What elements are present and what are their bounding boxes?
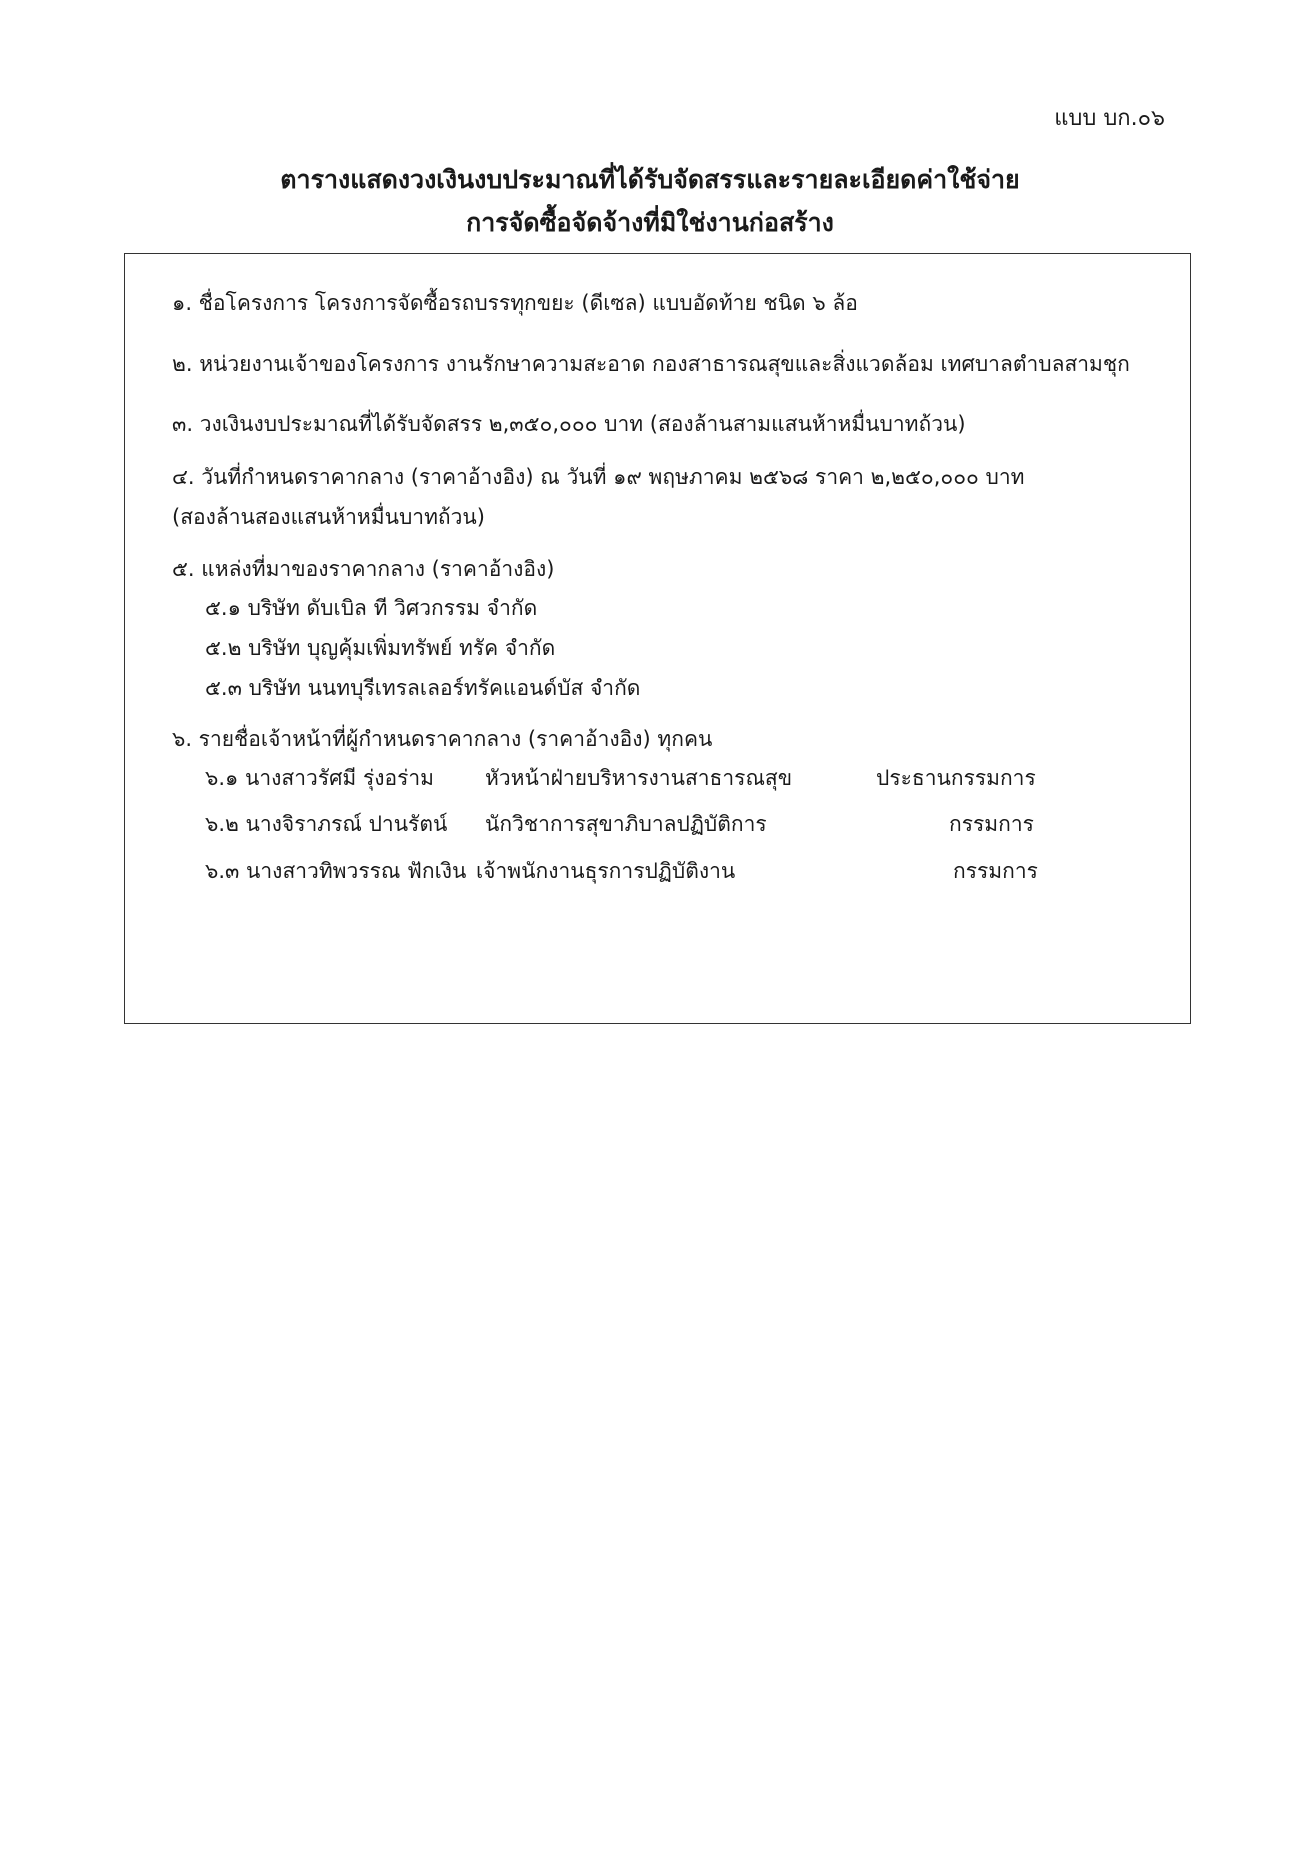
document-title-line1: ตารางแสดงวงเงินงบประมาณที่ได้รับจัดสรรและรายละเอียดค่าใช้จ่าย <box>280 165 1020 194</box>
committee-position: เจ้าพนักงานธุรการปฏิบัติงาน <box>476 859 736 883</box>
committee-heading: ๖. รายชื่อเจ้าหน้าที่ผู้กำหนดราคากลาง (ราคาอ้างอิง) ทุกคน <box>172 727 713 751</box>
committee-name: ๖.๒ นางจิราภรณ์ ปานรัตน์ <box>205 812 448 836</box>
price-sources-heading: ๕. แหล่งที่มาของราคากลาง (ราคาอ้างอิง) <box>172 557 555 581</box>
form-code: แบบ บก.๐๖ <box>1054 106 1165 131</box>
median-price-date: ๔. วันที่กำหนดราคากลาง (ราคาอ้างอิง) ณ วันที่ ๑๙ พฤษภาคม ๒๕๖๘ ราคา ๒,๒๕๐,๐๐๐ บาท <box>172 465 1025 489</box>
committee-position: นักวิชาการสุขาภิบาลปฏิบัติการ <box>485 812 767 836</box>
committee-role: กรรมการ <box>953 859 1038 883</box>
committee-name: ๖.๓ นางสาวทิพวรรณ ฟักเงิน <box>205 859 467 883</box>
price-source-item: ๕.๓ บริษัท นนทบุรีเทรลเลอร์ทรัคแอนด์บัส จำกัด <box>205 676 641 700</box>
committee-name: ๖.๑ นางสาวรัศมี รุ่งอร่าม <box>205 766 435 790</box>
document-title-line2: การจัดซื้อจัดจ้างที่มิใช่งานก่อสร้าง <box>466 208 834 237</box>
price-source-item: ๕.๒ บริษัท บุญคุ้มเพิ่มทรัพย์ ทรัค จำกัด <box>205 636 556 660</box>
committee-position: หัวหน้าฝ่ายบริหารงานสาธารณสุข <box>485 766 793 790</box>
committee-role: ประธานกรรมการ <box>876 766 1036 790</box>
median-price-words: (สองล้านสองแสนห้าหมื่นบาทถ้วน) <box>172 505 485 529</box>
committee-role: กรรมการ <box>949 812 1034 836</box>
price-source-item: ๕.๑ บริษัท ดับเบิล ที วิศวกรรม จำกัด <box>205 596 538 620</box>
project-name: ๑. ชื่อโครงการ โครงการจัดซื้อรถบรรทุกขยะ (ดีเซล) แบบอัดท้าย ชนิด ๖ ล้อ <box>172 291 858 315</box>
budget-amount: ๓. วงเงินงบประมาณที่ได้รับจัดสรร ๒,๓๕๐,๐๐๐ บาท (สองล้านสามแสนห้าหมื่นบาทถ้วน) <box>172 412 966 436</box>
project-owner: ๒. หน่วยงานเจ้าของโครงการ งานรักษาความสะอาด กองสาธารณสุขและสิ่งแวดล้อม เทศบาลตำบลสามชุก <box>172 352 1130 376</box>
